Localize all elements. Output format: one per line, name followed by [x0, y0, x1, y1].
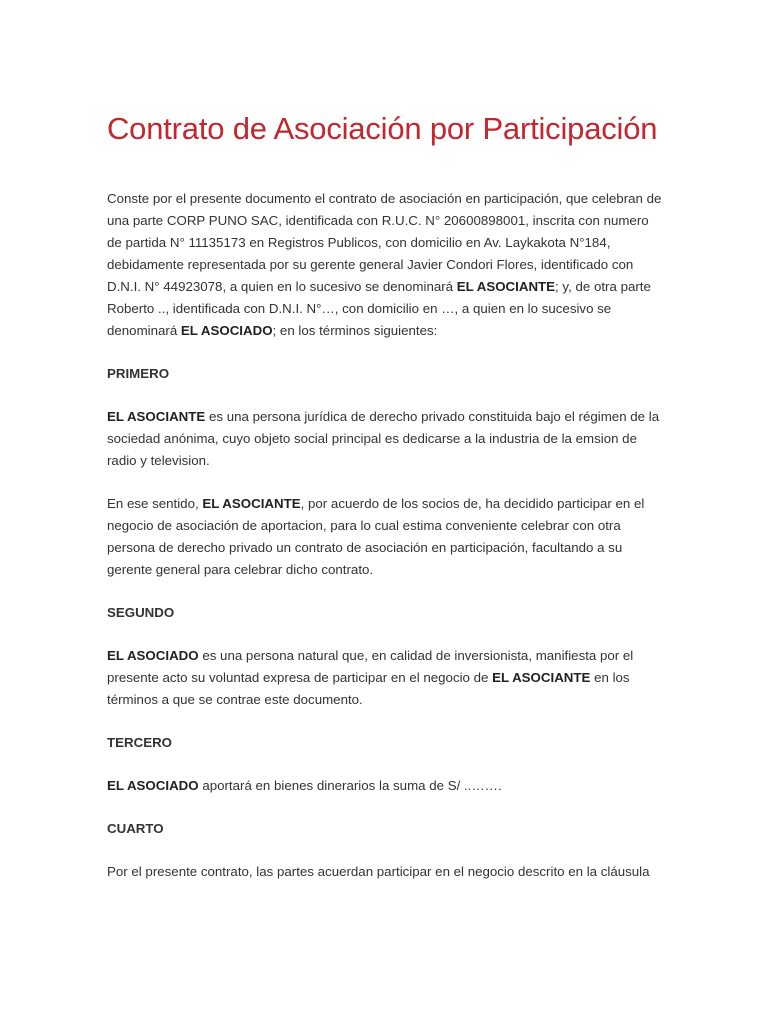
text-segment: ; en los términos siguientes: — [272, 323, 438, 338]
paragraph — [107, 188, 662, 342]
bold-term: PRIMERO — [107, 366, 170, 381]
text-segment: Por el presente contrato, las partes acuerdan participar en el negocio descrito en la cláusula — [107, 864, 650, 879]
paragraph — [107, 861, 662, 883]
text-segment: aportará en bienes dinerarios la suma de S/ ..……. — [198, 778, 502, 793]
text-segment: es una persona natural que, en calidad de inversionista, manifiesta por el presente acto su voluntad expresa de participar en el negocio de — [107, 648, 634, 685]
bold-term: EL ASOCIADO — [107, 648, 199, 663]
document-body — [107, 188, 662, 883]
paragraph — [107, 775, 662, 797]
text-segment: En ese sentido, — [107, 496, 203, 511]
document-page — [107, 110, 662, 904]
bold-term: EL ASOCIANTE — [107, 409, 206, 424]
paragraph — [107, 406, 662, 472]
bold-term: SEGUNDO — [107, 605, 175, 620]
clause-heading — [107, 602, 662, 624]
text-segment: en los términos a que se contrae este documento. — [107, 670, 630, 707]
text-segment: ; y, de otra parte Roberto .., identificada con D.N.I. N°…, con domicilio en …, a quien en lo sucesivo se denominará — [107, 279, 651, 338]
text-segment: Conste por el presente documento el contrato de asociación en participación, que celebran de una parte CORP PUNO SAC, identificada con R.U.C. N° 20600898001, inscrita con numero de partida N° 11135173 en Registros Publicos, con domicilio en Av. Laykakota N°184, debidamente representada por su gerente general Javier Condori Flores, identificado con D.N.I. N° 44923078, a quien en lo sucesivo se denominará — [107, 191, 662, 294]
bold-term: EL ASOCIADO — [107, 778, 199, 793]
paragraph — [107, 645, 662, 711]
bold-term: EL ASOCIANTE — [202, 496, 301, 511]
clause-heading — [107, 818, 662, 840]
bold-term: EL ASOCIADO — [180, 323, 273, 338]
clause-heading — [107, 732, 662, 754]
bold-term: TERCERO — [107, 735, 173, 750]
bold-term: EL ASOCIANTE — [492, 670, 591, 685]
bold-term: EL ASOCIANTE — [456, 279, 556, 294]
bold-term: CUARTO — [107, 821, 164, 836]
clause-heading — [107, 363, 662, 385]
paragraph — [107, 493, 662, 581]
text-segment: es una persona jurídica de derecho privado constituida bajo el régimen de la sociedad anónima, cuyo objeto social principal es dedicarse a la industria de la emsion de radio y television. — [107, 409, 660, 468]
document-title: Contrato de Asociación por Participación — [107, 111, 658, 146]
text-segment: , por acuerdo de los socios de, ha decidido participar en el negocio de asociación de aportacion, para lo cual estima conveniente celebrar con otra persona de derecho privado un contrato de asociación en participación, facultando a su gerente general para celebrar dicho contrato. — [107, 496, 645, 577]
